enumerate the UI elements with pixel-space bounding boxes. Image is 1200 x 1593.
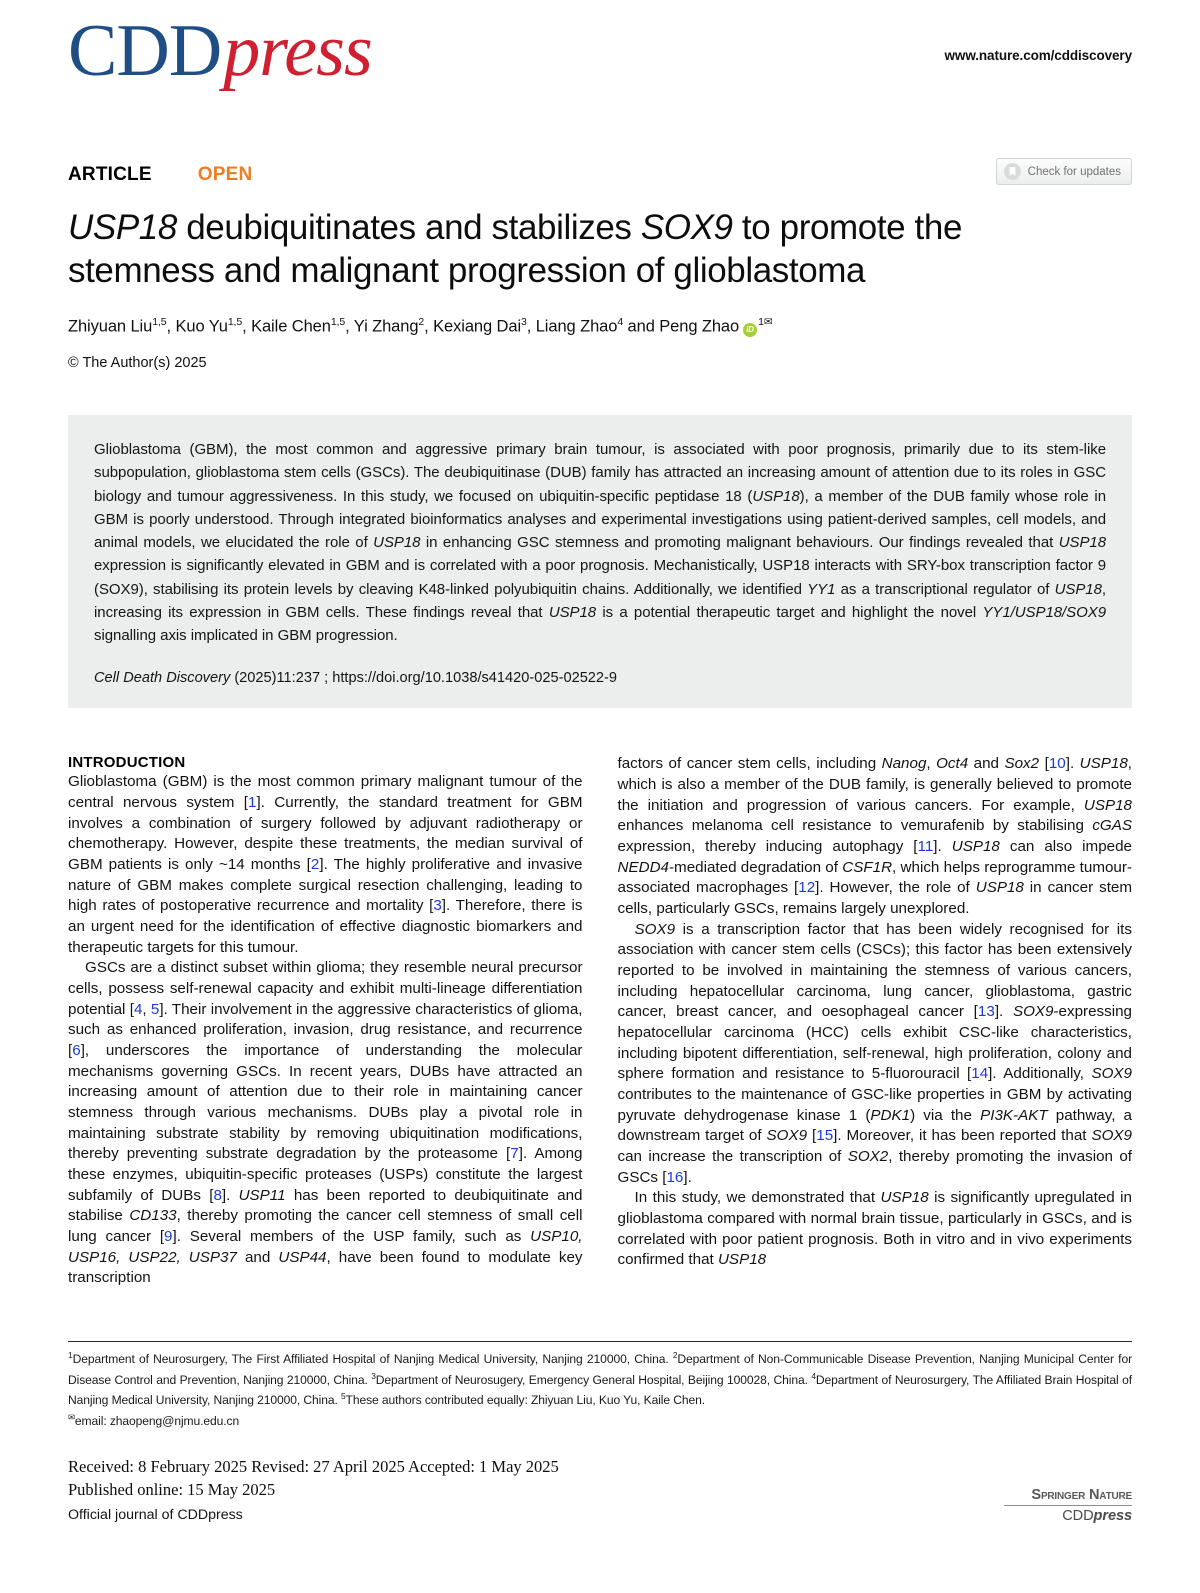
section-heading-introduction: INTRODUCTION: [68, 754, 186, 772]
abstract-seg-7: is a potential therapeutic target and highlight the novel: [596, 603, 983, 621]
author-4[interactable]: , Yi Zhang: [345, 317, 419, 336]
c2p1-seg-f: , which is also a member of the DUB family, is generally believed to promote the initiation and progression of various cancers. For example,: [617, 755, 1132, 814]
c2p1-seg-c: and: [968, 755, 1005, 773]
gene-nedd4: NEDD4: [617, 858, 669, 876]
gene-csf1r: CSF1R: [842, 858, 893, 876]
c2p2-seg-k: , thereby promoting the invasion of GSCs [: [617, 1148, 1132, 1186]
c2p2-seg-i: ]. Moreover, it has been reported that: [833, 1127, 1092, 1145]
intro-paragraph-5: [618, 1188, 1133, 1271]
c2p1-seg-k: -mediated degradation of: [668, 858, 843, 876]
body-columns: [68, 754, 1132, 1289]
footer-cddpress: [1004, 1508, 1132, 1524]
affil-marker-1: 1: [68, 1350, 73, 1360]
ref-link-1[interactable]: 1: [248, 793, 257, 811]
citation-line: [94, 670, 1106, 686]
column-right: [618, 754, 1133, 1289]
gene-usp18-d: USP18: [975, 879, 1024, 897]
abstract-italic-7: YY1/USP18/SOX9: [982, 603, 1106, 621]
intro-paragraph-1: [68, 772, 583, 958]
gene-usp-group: USP10, USP16, USP22, USP37: [68, 1228, 583, 1266]
title-gene-sox9: SOX9: [640, 208, 733, 247]
p2-seg-e: ].: [221, 1186, 239, 1204]
gene-sox9-c: SOX9: [1091, 1065, 1132, 1083]
c2p2-seg-j: can increase the transcription of: [617, 1148, 848, 1166]
affil-marker-2: 2: [672, 1350, 678, 1360]
abstract-box: [68, 415, 1132, 708]
title-segment-4: to promote the stemness and malignant progression of glioblastoma: [68, 208, 963, 291]
corresponding-email[interactable]: email: zhaopeng@njmu.edu.cn: [74, 1413, 240, 1428]
author-5-affil: 3: [521, 315, 527, 328]
ref-link-5[interactable]: 5: [150, 1000, 160, 1018]
p2-seg-a: GSCs are a distinct subset within glioma; they resemble neural precursor cells, possess self-renewal capacity and exhibit multi-lineage differentiation potential [: [68, 959, 583, 1018]
c2p1-seg-g: enhances melanoma cell resistance to vemurafenib by stabilising: [617, 817, 1093, 835]
check-for-updates-label: Check for updates: [1027, 165, 1121, 178]
c2p2-seg-b: ].: [994, 1003, 1013, 1021]
abstract-seg-6: , increasing its expression in GBM cells. These findings reveal that: [94, 580, 1106, 621]
affil-2: Department of Non-Communicable Disease Prevention, Nanjing Municipal Center for Disease Control and Prevention, Nanjing 210000, China.: [68, 1352, 1132, 1387]
c2p2-seg-a: is a transcription factor that has been widely recognised for its association with cancer stem cells (CSCs); this factor has been extensively reported to be involved in maintaining the stemness of various cancers, including hepatocellular carcinoma, lung cancer, glioblastoma, gastric cancer, breast cancer, and oesophageal cancer [: [617, 920, 1132, 1021]
author-list: [68, 316, 1132, 338]
gene-oct4: Oct4: [936, 755, 969, 773]
email-envelope-icon: ✉: [68, 1411, 75, 1422]
author-6-affil: 4: [617, 315, 624, 328]
dates-published-line: Published online: 15 May 2025: [68, 1479, 276, 1499]
p1-seg-c: ]. The highly proliferative and invasive nature of GBM makes complete surgical resection challenging, leading to high rates of postoperative recurrence and mortality [: [68, 855, 583, 915]
p1-seg-d: ]. Therefore, there is an urgent need for the identification of effective diagnostic biomarkers and therapeutic targets for this tumour.: [68, 897, 583, 956]
springer-nature-text: Springer Nature: [1031, 1487, 1132, 1503]
c2p2-seg-l: ].: [683, 1168, 692, 1186]
c2p3-seg-b: is significantly upregulated in glioblastoma compared with normal brain tissue, particularly in GSCs, and is correlated with poor patient prognosis. Both in vitro and in vivo experiments confirmed that: [617, 1189, 1132, 1269]
affil-marker-5: 5: [340, 1391, 346, 1402]
c2p2-seg-e: contributes to the maintenance of GSC-like properties in GBM by activating pyruvate dehydrogenase kinase 1 (: [617, 1086, 1132, 1124]
gene-sox9-b: SOX9: [1012, 1003, 1054, 1021]
gene-sox9-e: SOX9: [1091, 1127, 1132, 1145]
check-for-updates-button[interactable]: [996, 158, 1132, 185]
c2p1-seg-i: ].: [933, 837, 952, 855]
c2p2-seg-f: ) via the: [910, 1106, 981, 1124]
author-2[interactable]: , Kuo Yu: [166, 317, 228, 336]
dates-received-line: Received: 8 February 2025 Revised: 27 April 2025 Accepted: 1 May 2025: [68, 1457, 559, 1477]
ref-link-16[interactable]: 16: [666, 1168, 684, 1186]
abstract-seg-1: Glioblastoma (GBM), the most common and aggressive primary brain tumour, is associated with poor prognosis, primarily due to its stem-like subpopulation, glioblastoma stem cells (GSCs). The deubiquitinase (DUB) family has attracted an increasing amount of attention due to its roles in GSC biology and tumour aggressiveness. In this study, we focused on ubiquitin-specific peptidase 18 (: [94, 441, 1106, 505]
author-1-affil: 1,5: [152, 315, 167, 328]
abstract-seg-3: in enhancing GSC stemness and promoting malignant behaviours. Our findings revealed that: [420, 534, 1059, 552]
affil-5: These authors contributed equally: Zhiyuan Liu, Kuo Yu, Kaile Chen.: [345, 1393, 706, 1408]
abstract-seg-2: ), a member of the DUB family whose role in GBM is poorly understood. Through integrated bioinformatics analyses and experimental investigations using patient-derived samples, cell models, and animal models, we elucidated the role of: [94, 487, 1107, 552]
p2-seg-i: and: [236, 1248, 279, 1266]
affiliations-text: [68, 1349, 1132, 1431]
intro-paragraph-4: [618, 920, 1133, 1189]
abstract-italic-2: USP18: [373, 534, 421, 552]
affil-marker-3: 3: [371, 1370, 376, 1381]
abstract-italic-4: YY1: [807, 580, 836, 598]
affil-marker-4: 4: [811, 1370, 816, 1381]
c2p2-seg-h: [: [807, 1127, 817, 1145]
c2p1-seg-d: [: [1039, 755, 1049, 773]
author-7[interactable]: and Peng Zhao: [623, 317, 740, 336]
column-left: [68, 754, 583, 1289]
c2p1-seg-h: expression, thereby inducing autophagy [: [617, 837, 918, 855]
gene-pdk1: PDK1: [870, 1106, 911, 1124]
p2-seg-b: ]. Their involvement in the aggressive characteristics of glioma, such as enhanced proliferation, invasion, drug resistance, and recurrence [: [68, 1000, 583, 1060]
affil-3: Department of Neurosugery, Emergency General Hospital, Beijing 100028, China.: [375, 1372, 812, 1387]
c2p1-seg-l: , which helps reprogramme tumour-associated macrophages [: [617, 858, 1132, 897]
citation-doi[interactable]: (2025)11:237 ; https://doi.org/10.1038/s41420-025-02522-9: [230, 670, 618, 687]
abstract-seg-8: signalling axis implicated in GBM progression.: [94, 627, 398, 645]
p1-seg-a: Glioblastoma (GBM) is the most common primary malignant tumour of the central nervous system [: [68, 773, 583, 811]
ref-link-6[interactable]: 6: [72, 1042, 81, 1060]
author-6[interactable]: , Liang Zhao: [526, 317, 618, 336]
crossmark-icon: [1004, 163, 1021, 180]
article-type-bar: [68, 158, 1132, 192]
ref-link-3[interactable]: 3: [433, 897, 442, 915]
abstract-italic-5: USP18: [1054, 580, 1102, 598]
footer-press-text: press: [1093, 1508, 1132, 1525]
abstract-seg-4: expression is significantly elevated in GBM and is correlated with a poor prognosis. Mechanistically, USP18 interacts with SRY-box transcription factor 9 (SOX9), stabilising its protein levels by cleaving K48-linked polyubiquitin chains. Additionally, we identified: [94, 557, 1106, 598]
c2p1-seg-a: factors of cancer stem cells, including: [617, 755, 882, 773]
footer-cdd-text: CDD: [1062, 1508, 1094, 1525]
affil-4: Department of Neurosurgery, The Affiliated Brain Hospital of Nanjing Medical University, Nanjing 210000, China.: [68, 1372, 1132, 1408]
ref-link-14[interactable]: 14: [971, 1065, 989, 1083]
gene-sox2-b: SOX2: [847, 1148, 889, 1166]
gene-sox9-a: SOX9: [634, 920, 676, 938]
ref-link-7[interactable]: 7: [510, 1145, 519, 1163]
footnote-divider: [68, 1341, 1132, 1342]
gene-cd133: CD133: [129, 1207, 177, 1225]
ref-link-10[interactable]: 10: [1048, 755, 1066, 773]
c2p2-seg-g: pathway, a downstream target of: [617, 1106, 1132, 1145]
copyright-line: © The Author(s) 2025: [68, 355, 207, 372]
gene-sox2: Sox2: [1004, 755, 1040, 773]
c2p1-seg-j: can also impede: [999, 837, 1132, 855]
author-4-affil: 2: [418, 315, 425, 328]
logo-press-text: press: [223, 10, 372, 92]
abstract-italic-3: USP18: [1058, 534, 1106, 552]
author-3[interactable]: , Kaile Chen: [242, 317, 331, 336]
article-kicker: ARTICLE: [68, 164, 152, 185]
p2-seg-h: ]. Several members of the USP family, such as: [172, 1228, 531, 1246]
ref-link-12[interactable]: 12: [798, 879, 816, 897]
p2-seg-f: has been reported to deubiquitinate and stabilise: [68, 1186, 583, 1225]
intro-paragraph-2: [68, 958, 583, 1289]
gene-usp18-f: USP18: [717, 1251, 767, 1269]
p2-seg-j: , have been found to modulate key transcription: [68, 1248, 583, 1287]
gene-usp18-c: USP18: [951, 837, 1000, 855]
article-title: [68, 206, 1068, 292]
open-access-badge: OPEN: [197, 164, 253, 185]
p2-seg-d: ]. Among these enzymes, ubiquitin-specific proteases (USPs) constitute the largest subfamily of DUBs [: [68, 1145, 583, 1204]
author-2-affil: 1,5: [227, 315, 243, 328]
abstract-italic-1: USP18: [752, 487, 800, 505]
c2p2-seg-c: -expressing hepatocellular carcinoma (HCC) cells exhibit CSC-like characteristics, including bipotent differentiation, self-renewal, high proliferation, colony and sphere formation and resistance to 5-fluorouracil [: [617, 1003, 1132, 1083]
p2-seg-g: , thereby promoting the cancer cell stemness of small cell lung cancer [: [68, 1207, 583, 1246]
cddpress-logo: [68, 0, 372, 92]
author-3-affil: 1,5: [330, 315, 346, 328]
orcid-icon[interactable]: iD: [743, 323, 757, 337]
intro-paragraph-3: [618, 754, 1133, 919]
masthead: [68, 0, 1132, 118]
title-gene-usp18: USP18: [68, 208, 177, 247]
c2p3-seg-a: In this study, we demonstrated that: [634, 1189, 881, 1207]
c2p1-seg-m: ]. However, the role of: [815, 879, 976, 897]
abstract-seg-5: as a transcriptional regulator of: [835, 580, 1055, 598]
gene-cgas: cGAS: [1092, 817, 1132, 835]
gene-sox9-d: SOX9: [766, 1127, 808, 1145]
ref-link-8[interactable]: 8: [213, 1186, 222, 1204]
corresponding-author-envelope-icon[interactable]: ✉: [763, 315, 773, 328]
abstract-text: [94, 438, 1106, 647]
c2p2-seg-d: ]. Additionally,: [988, 1065, 1092, 1083]
ref-link-13[interactable]: 13: [977, 1003, 995, 1021]
ref-link-2[interactable]: 2: [310, 855, 320, 873]
c2p1-seg-e: ].: [1065, 755, 1080, 773]
affil-1: Department of Neurosurgery, The First Affiliated Hospital of Nanjing Medical University, Nanjing 210000, China.: [72, 1352, 673, 1367]
pathway-pi3k-akt: PI3K-AKT: [980, 1106, 1048, 1124]
logo-divider: [1004, 1505, 1132, 1506]
ref-link-15[interactable]: 15: [816, 1127, 834, 1145]
page-footer: [68, 1487, 1132, 1525]
ref-link-4[interactable]: 4: [133, 1000, 143, 1018]
c2p1-seg-b: ,: [926, 755, 937, 773]
official-journal-text: Official journal of CDDpress: [68, 1506, 243, 1523]
springer-nature-logo: [1004, 1487, 1132, 1525]
gene-nanog: Nanog: [881, 755, 927, 773]
title-segment-2: deubiquitinates and stabilizes: [176, 208, 641, 247]
p1-seg-b: ]. Currently, the standard treatment for GBM involves a combination of surgery followed by adjuvant radiotherapy or chemotherapy. However, despite these treatments, the median survival of GBM patients is only ~14 months [: [68, 793, 583, 873]
gene-usp11: USP11: [238, 1186, 286, 1204]
ref-link-9[interactable]: 9: [164, 1228, 173, 1246]
p2-sep-1: ,: [142, 1000, 151, 1018]
gene-usp44: USP44: [278, 1248, 327, 1266]
author-1[interactable]: Zhiyuan Liu: [68, 317, 153, 336]
c2p1-seg-n: in cancer stem cells, particularly GSCs, remains largely unexplored.: [617, 879, 1133, 917]
journal-url[interactable]: www.nature.com/cddiscovery: [944, 48, 1132, 63]
p2-seg-c: ], underscores the importance of understanding the molecular mechanisms governing GSCs. In recent years, DUBs have attracted an increasing amount of attention due to their role in maintaining cancer stemness through various mechanisms. DUBs play a pivotal role in maintaining substrate stability by removing ubiquitination modifications, thereby preventing substrate degradation by the proteasome [: [68, 1042, 583, 1163]
logo-cdd-text: CDD: [68, 10, 222, 92]
gene-usp18-b: USP18: [1083, 796, 1132, 814]
gene-usp18-a: USP18: [1079, 755, 1128, 773]
abstract-italic-6: USP18: [548, 603, 597, 621]
author-7-affil: 1: [758, 315, 764, 328]
citation-journal-name: Cell Death Discovery: [94, 670, 231, 687]
ref-link-11[interactable]: 11: [917, 837, 934, 855]
author-5[interactable]: , Kexiang Dai: [424, 317, 522, 336]
footnotes-block: [68, 1341, 1132, 1501]
gene-usp18-e: USP18: [880, 1189, 929, 1207]
